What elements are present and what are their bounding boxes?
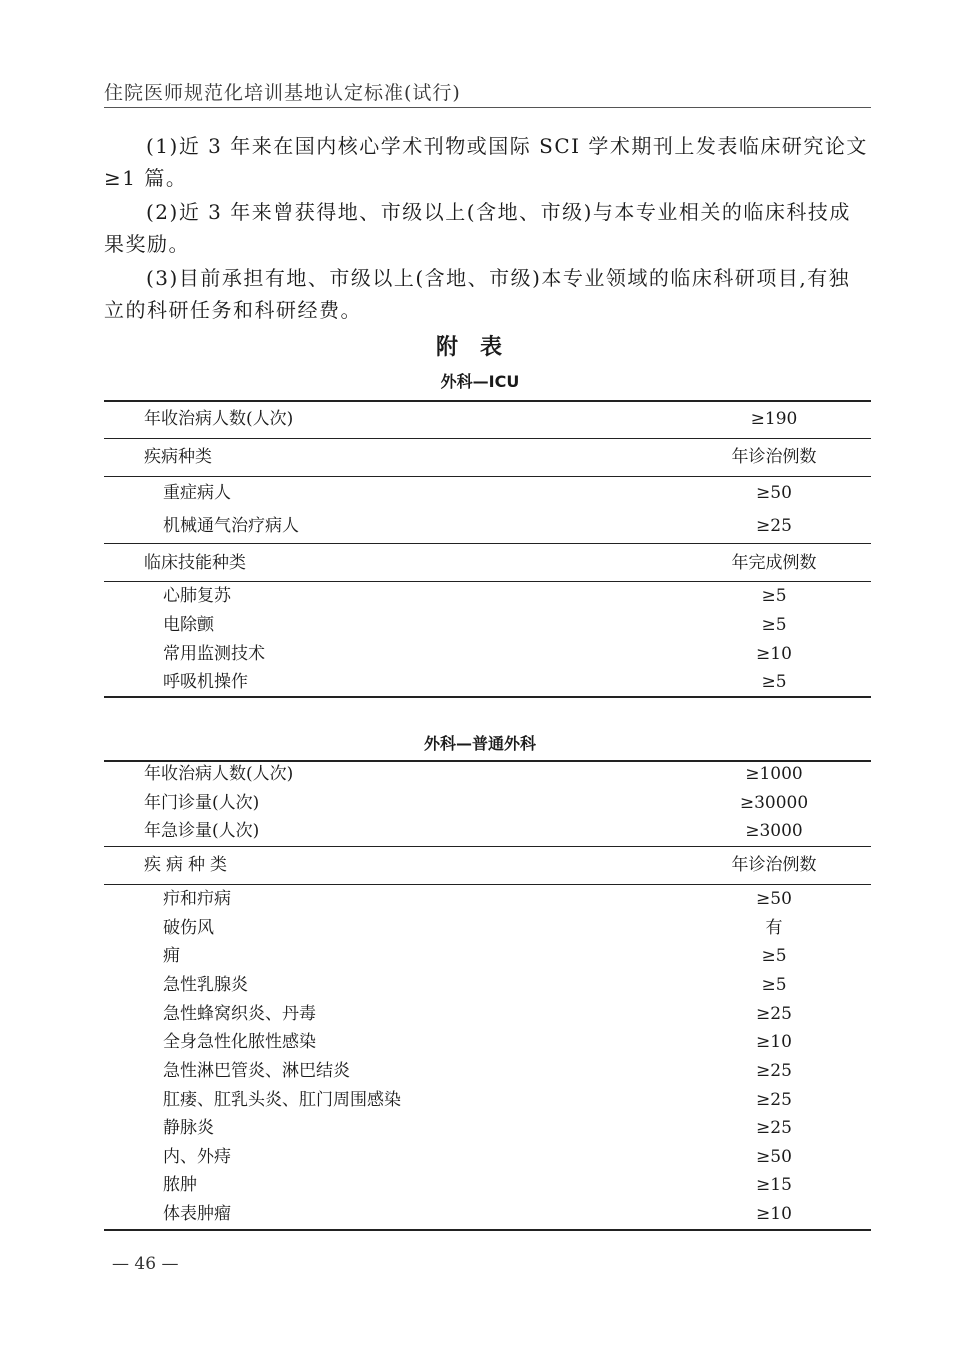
table-row <box>104 1000 871 1028</box>
row-label: 常用监测技术 <box>163 644 265 664</box>
table-rule <box>104 476 871 477</box>
table-row <box>104 971 871 999</box>
table-general-surgery <box>104 760 871 1232</box>
row-value: ≥50 <box>756 889 792 909</box>
row-label: 脓肿 <box>163 1175 197 1195</box>
table-row <box>104 760 871 788</box>
table-row <box>104 1114 871 1142</box>
table-row <box>104 1057 871 1085</box>
running-header: 住院医师规范化培训基地认定标准(试行) <box>104 82 461 104</box>
row-value: ≥10 <box>756 644 792 664</box>
row-value: 有 <box>765 918 783 938</box>
table-row <box>104 479 871 507</box>
table-row <box>104 885 871 913</box>
row-label: 肛瘘、肛乳头炎、肛门周围感染 <box>163 1090 401 1110</box>
table-row <box>104 817 871 845</box>
section-value: 年诊治例数 <box>731 855 817 875</box>
row-value: ≥50 <box>756 1147 792 1167</box>
table-row <box>104 1086 871 1114</box>
table-general-surgery-title: 外科—普通外科 <box>423 734 536 753</box>
row-value: ≥5 <box>761 946 787 966</box>
table-icu <box>104 400 871 698</box>
row-label: 年收治病人数(人次) <box>144 409 294 429</box>
row-value: ≥25 <box>756 1118 792 1138</box>
row-label: 静脉炎 <box>163 1118 214 1138</box>
table-row <box>104 611 871 639</box>
row-value: ≥50 <box>756 483 792 503</box>
table-row <box>104 1171 871 1199</box>
section-label: 临床技能种类 <box>144 553 246 573</box>
table-row <box>104 668 871 696</box>
table-row <box>104 1143 871 1171</box>
row-label: 电除颤 <box>163 615 214 635</box>
row-value: ≥5 <box>761 672 787 692</box>
table-rule <box>104 543 871 544</box>
table-row <box>104 914 871 942</box>
table-row <box>104 640 871 668</box>
table-bottom-rule <box>104 696 871 698</box>
row-value: ≥30000 <box>739 793 809 813</box>
table-section-header <box>104 549 871 577</box>
section-label: 疾病种类 <box>144 855 232 875</box>
section-value: 年完成例数 <box>731 553 817 573</box>
row-label: 心肺复苏 <box>163 586 231 606</box>
row-value: ≥15 <box>756 1175 792 1195</box>
table-top-rule <box>104 400 871 402</box>
row-value: ≥5 <box>761 586 787 606</box>
row-label: 呼吸机操作 <box>163 672 248 692</box>
paragraph-1: (1)近 3 年来在国内核心学术刊物或国际 SCI 学术期刊上发表临床研究论文≥1 篇。 <box>104 134 868 190</box>
table-row <box>104 789 871 817</box>
row-label: 全身急性化脓性感染 <box>163 1032 316 1052</box>
paragraph-3: (3)目前承担有地、市级以上(含地、市级)本专业领域的临床科研项目,有独立的科研任务和科研经费。 <box>104 266 851 322</box>
row-value: ≥190 <box>750 409 798 429</box>
row-label: 破伤风 <box>163 918 214 938</box>
row-value: ≥3000 <box>745 821 803 841</box>
table-icu-title: 外科—ICU <box>440 372 520 391</box>
table-section-header <box>104 851 871 879</box>
row-value: ≥1000 <box>745 764 803 784</box>
table-rule <box>104 438 871 439</box>
table-row <box>104 1028 871 1056</box>
header-divider <box>104 107 871 108</box>
row-value: ≥5 <box>761 615 787 635</box>
row-label: 重症病人 <box>163 483 231 503</box>
row-value: ≥10 <box>756 1204 792 1224</box>
section-value: 年诊治例数 <box>731 447 817 467</box>
row-label: 内、外痔 <box>163 1147 231 1167</box>
row-value: ≥10 <box>756 1032 792 1052</box>
row-label: 年门诊量(人次) <box>144 793 260 813</box>
table-bottom-rule <box>104 1229 871 1231</box>
row-label: 急性乳腺炎 <box>163 975 248 995</box>
row-value: ≥25 <box>756 1090 792 1110</box>
table-row <box>104 405 871 433</box>
table-row <box>104 582 871 610</box>
row-label: 痈 <box>163 946 180 966</box>
row-value: ≥25 <box>756 1004 792 1024</box>
table-rule <box>104 846 871 847</box>
table-row <box>104 942 871 970</box>
row-label: 急性淋巴管炎、淋巴结炎 <box>163 1061 350 1081</box>
page-number: — 46 — <box>112 1254 179 1274</box>
row-value: ≥25 <box>756 1061 792 1081</box>
section-label: 疾病种类 <box>144 447 212 467</box>
table-section-header <box>104 443 871 471</box>
paragraph-2: (2)近 3 年来曾获得地、市级以上(含地、市级)与本专业相关的临床科技成果奖励。 <box>104 200 851 256</box>
row-label: 机械通气治疗病人 <box>163 516 299 536</box>
row-label: 疖和疖病 <box>163 889 231 909</box>
row-label: 体表肿瘤 <box>163 1204 231 1224</box>
row-label: 年急诊量(人次) <box>144 821 260 841</box>
row-label: 年收治病人数(人次) <box>144 764 294 784</box>
row-value: ≥25 <box>756 516 792 536</box>
row-value: ≥5 <box>761 975 787 995</box>
table-row <box>104 1200 871 1228</box>
appendix-title: 附表 <box>435 335 524 360</box>
table-row <box>104 512 871 540</box>
row-label: 急性蜂窝织炎、丹毒 <box>163 1004 316 1024</box>
